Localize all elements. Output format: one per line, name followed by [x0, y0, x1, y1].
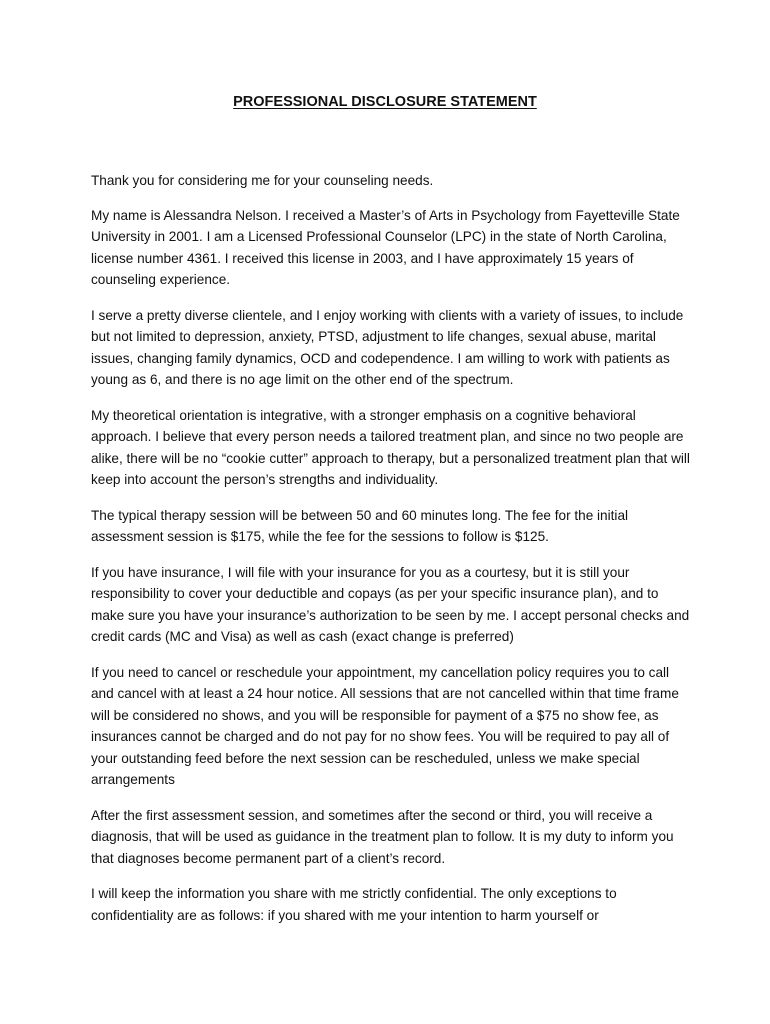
document-title: PROFESSIONAL DISCLOSURE STATEMENT	[233, 94, 537, 110]
document-body	[91, 170, 691, 940]
paragraph-intro: Thank you for considering me for your counseling needs.	[91, 173, 434, 188]
paragraph-confidentiality: I will keep the information you share with me strictly confidential. The only exceptions to confidentiality are as follows: if you shared with me your intention to harm yourself or	[91, 886, 617, 923]
paragraph-credentials: My name is Alessandra Nelson. I received a Master’s of Arts in Psychology from Fayetteville State University in 2001. I am a Licensed Professional Counselor (LPC) in the state of North Carolina, license number 4361. I received this license in 2003, and I have approximately 15 years of counseling experience.	[91, 207, 680, 287]
paragraph-orientation: My theoretical orientation is integrative, with a stronger emphasis on a cognitive behavioral approach. I believe that every person needs a tailored treatment plan, and since no two people are alike, there will be no “cookie cutter” approach to therapy, but a personalized treatment plan that will keep into account the person’s strengths and individuality.	[91, 407, 690, 487]
paragraph-cancellation: If you need to cancel or reschedule your appointment, my cancellation policy requires you to call and cancel with at least a 24 hour notice. All sessions that are not cancelled within that time frame will be considered no shows, and you will be responsible for payment of a $75 no show fee, as insurances cannot be charged and do not pay for no show fees. You will be required to pay all of your outstanding feed before the next session can be rescheduled, unless we make special arrangements	[91, 664, 679, 787]
paragraph-diagnosis: After the first assessment session, and sometimes after the second or third, you will receive a diagnosis, that will be used as guidance in the treatment plan to follow. It is my duty to inform you that diagnoses become permanent part of a client’s record.	[91, 807, 674, 866]
paragraph-session-fees: The typical therapy session will be between 50 and 60 minutes long. The fee for the initial assessment session is $175, while the fee for the sessions to follow is $125.	[91, 507, 629, 544]
paragraph-insurance: If you have insurance, I will file with your insurance for you as a courtesy, but it is still your responsibility to cover your deductible and copays (as per your specific insurance plan), and to make sure you have your insurance’s authorization to be seen by me. I accept personal checks and credit cards (MC and Visa) as well as cash (exact change is preferred)	[91, 564, 690, 644]
paragraph-clientele: I serve a pretty diverse clientele, and I enjoy working with clients with a variety of issues, to include but not limited to depression, anxiety, PTSD, adjustment to life changes, sexual abuse, marital issues, changing family dynamics, OCD and codependence. I am willing to work with patients as young as 6, and there is no age limit on the other end of the spectrum.	[91, 307, 684, 387]
